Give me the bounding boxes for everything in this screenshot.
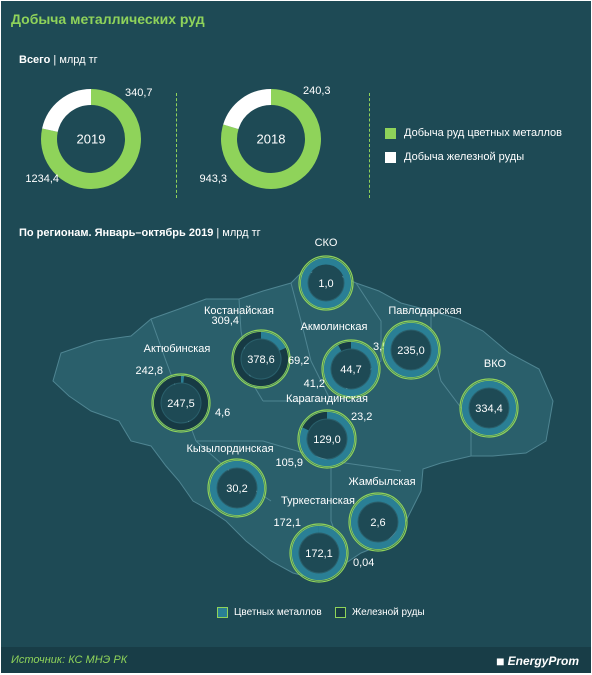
data-label: 240,3	[303, 85, 331, 97]
region-label: ВКО	[484, 358, 507, 370]
region-label: Костанайская	[204, 305, 274, 317]
donut-slice	[50, 97, 91, 130]
donut-slice	[340, 345, 351, 348]
regions-label: По регионам. Январь–октябрь 2019	[19, 227, 213, 239]
donut-center-label: 2018	[257, 131, 286, 146]
data-label: 340,7	[125, 87, 153, 99]
data-label: 242,8	[135, 365, 163, 377]
data-label: 41,2	[304, 378, 325, 390]
donut-center-label: 235,0	[397, 345, 425, 357]
footer	[1, 647, 591, 673]
data-label: 0,04	[353, 557, 374, 569]
region-label: Жамбылская	[348, 476, 415, 488]
legend-label: Железной руды	[352, 607, 425, 618]
data-label: 23,2	[351, 411, 372, 423]
region-label: Павлодарская	[388, 305, 461, 317]
region-label: СКО	[315, 237, 338, 249]
region-label: Карагандинская	[286, 393, 368, 405]
donut-center-label: 1,0	[318, 278, 333, 290]
chart-canvas	[1, 1, 591, 647]
donut-center-label: 172,1	[305, 548, 333, 560]
legend-item-iron-regions	[335, 607, 425, 618]
region-label: Кызылординская	[186, 443, 273, 455]
page-title: Добыча металлических руд	[11, 11, 205, 27]
region-label: Актюбинская	[144, 343, 211, 355]
logo-text: EnergyProm	[508, 654, 579, 668]
donut-center-label: 30,2	[226, 483, 247, 495]
donut-center-label: 129,0	[313, 434, 341, 446]
logo-icon: ■	[496, 653, 504, 669]
donut-center-label: 334,4	[475, 403, 503, 415]
donut-slice	[231, 97, 271, 127]
data-label: 3,5	[373, 341, 388, 353]
energyprom-logo	[496, 653, 579, 669]
donut-center-label: 247,5	[167, 398, 195, 410]
total-label: Всего	[19, 54, 50, 66]
data-label: 1234,4	[25, 173, 59, 185]
source-text: Источник: КС МНЭ РК	[11, 654, 127, 666]
legend-label: Цветных металлов	[234, 607, 322, 618]
legend-swatch-blue	[217, 607, 228, 618]
data-label: 943,3	[199, 173, 227, 185]
legend-swatch-dark	[335, 607, 346, 618]
data-label: 105,9	[275, 457, 303, 469]
data-label: 4,6	[215, 407, 230, 419]
data-label: 172,1	[273, 517, 301, 529]
donut-center-label: 2019	[77, 131, 106, 146]
legend-label: Добыча железной руды	[404, 151, 524, 163]
donut-center-label: 378,6	[247, 354, 275, 366]
region-label: Туркестанская	[281, 495, 355, 507]
legend-label: Добыча руд цветных металлов	[404, 127, 562, 139]
regions-unit: | млрд тг	[216, 227, 260, 239]
legend-item-nonferrous-regions	[217, 607, 322, 618]
donut-center-label: 2,6	[370, 517, 385, 529]
region-label: Акмолинская	[301, 321, 368, 333]
infographic	[1, 1, 591, 673]
donut-center-label: 44,7	[340, 364, 361, 376]
total-unit: | млрд тг	[53, 54, 97, 66]
data-label: 69,2	[288, 355, 309, 367]
data-label: 309,4	[211, 315, 239, 327]
